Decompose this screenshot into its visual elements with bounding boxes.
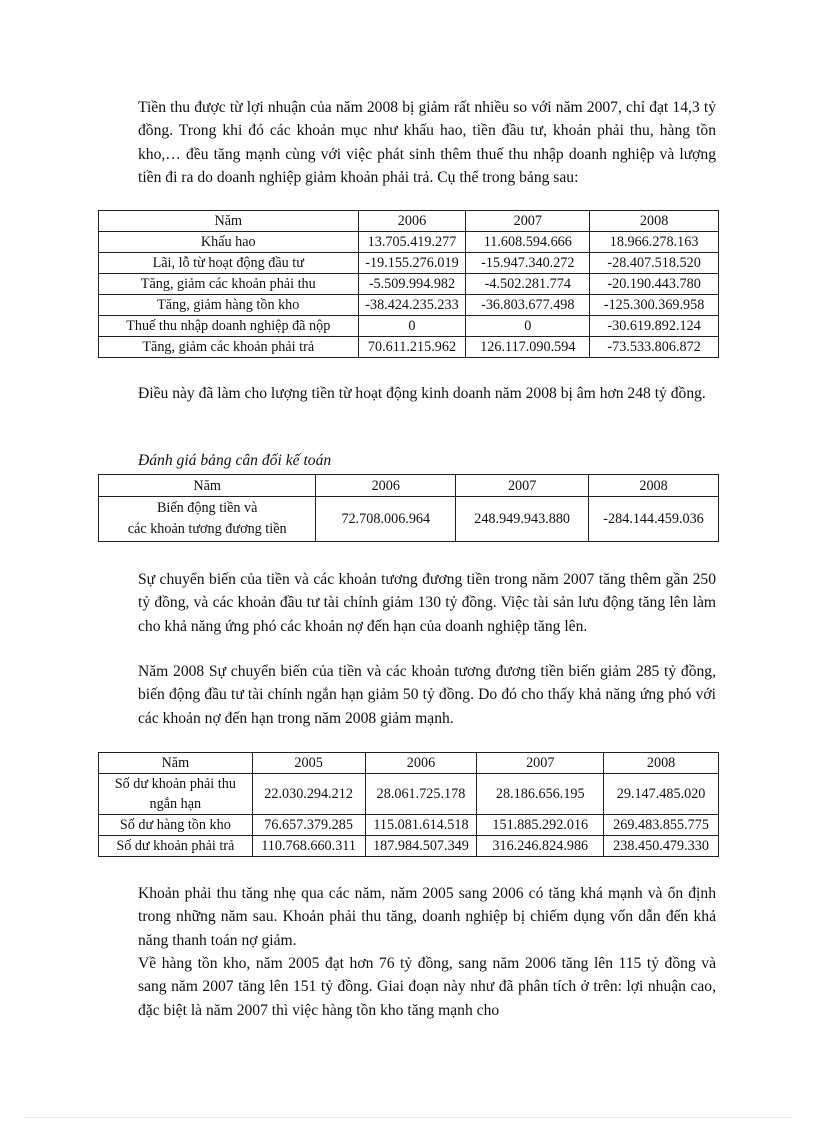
table-cell: 28.186.656.195 [477, 774, 604, 815]
header-cell: Năm [99, 475, 316, 497]
row-label-line: Biến động tiền và [156, 500, 258, 516]
table-cell: -15.947.340.272 [466, 253, 590, 274]
table-cell: -73.533.806.872 [590, 337, 719, 358]
paragraph-cash-from-profit: Tiền thu được từ lợi nhuận của năm 2008 bị giảm rất nhiều so với năm 2007, chỉ đạt 14,3 tỷ đồng. Trong khi đó các khoản mục như khấu hao, tiền đầu tư, khoản phải thu, hàng tồn kho,… đều tăng mạnh cùng với việc phát sinh thêm thuế thu nhập doanh nghiệp và lượng tiền đi ra do doanh nghiệp giảm khoản phải trả. Cụ thể trong bảng sau: [138, 99, 716, 187]
table-header-row [99, 475, 719, 497]
table-cell: 70.611.215.962 [358, 337, 466, 358]
paragraph-inventory: Về hàng tồn kho, năm 2005 đạt hơn 76 tỷ đồng, sang năm 2006 tăng lên 115 tỷ đồng và sang năm 2007 tăng lên 151 tỷ đồng. Giai đoạn này như đã phân tích ở trên: lợi nhuận cao, đặc biệt là năm 2007 thì việc hàng tồn kho tăng mạnh cho [138, 955, 716, 1019]
row-label-line: Số dư khoản phải thu [114, 776, 236, 792]
cash-flow-table [98, 210, 719, 358]
header-cell: 2008 [604, 753, 719, 774]
table-cell: -28.407.518.520 [590, 253, 719, 274]
header-cell: Năm [99, 211, 359, 232]
table-cell: -284.144.459.036 [589, 497, 719, 542]
table-cell: 0 [358, 316, 466, 337]
header-cell: 2008 [589, 475, 719, 497]
row-label [99, 774, 253, 815]
header-cell: 2006 [365, 753, 477, 774]
table-row [99, 337, 719, 358]
row-label: Số dư khoản phải trả [99, 836, 253, 857]
table-cell: 0 [466, 316, 590, 337]
table-cell: -20.190.443.780 [590, 274, 719, 295]
table-cell: -36.803.677.498 [466, 295, 590, 316]
table-cell: -125.300.369.958 [590, 295, 719, 316]
header-cell: 2007 [477, 753, 604, 774]
table-row [99, 774, 719, 815]
paragraph-2007-change: Sự chuyển biến của tiền và các khoản tương đương tiền trong năm 2007 tăng thêm gần 250 tỷ đồng, và các khoản đầu tư tài chính giảm 130 tỷ đồng. Việc tài sản lưu động tăng lên làm cho khả năng ứng phó các khoản nợ đến hạn của doanh nghiệp tăng lên. [138, 571, 716, 635]
table-cell: 187.984.507.349 [365, 836, 477, 857]
table-cell: 28.061.725.178 [365, 774, 477, 815]
header-cell: 2008 [590, 211, 719, 232]
table-cell: 248.949.943.880 [456, 497, 589, 542]
table-header-row [99, 753, 719, 774]
table-header-row [99, 211, 719, 232]
table-row [99, 232, 719, 253]
table-row [99, 274, 719, 295]
table-cell: 238.450.479.330 [604, 836, 719, 857]
table-row [99, 253, 719, 274]
table-cell: 29.147.485.020 [604, 774, 719, 815]
header-cell: 2005 [252, 753, 365, 774]
table-cell: 72.708.006.964 [316, 497, 456, 542]
table-cell: 316.246.824.986 [477, 836, 604, 857]
row-label: Khấu hao [99, 232, 359, 253]
table-cell: 13.705.419.277 [358, 232, 466, 253]
paragraph-receivables: Khoản phải thu tăng nhẹ qua các năm, năm 2005 sang 2006 có tăng khá mạnh và ổn định trong những năm sau. Khoản phải thu tăng, doanh nghiệp bị chiếm dụng vốn dẫn đến khả năng thanh toán nợ giảm. [138, 885, 716, 949]
row-label-line: các khoản tương đương tiền [127, 521, 287, 537]
table-cell: -4.502.281.774 [466, 274, 590, 295]
row-label: Lãi, lỗ từ hoạt động đầu tư [99, 253, 359, 274]
paragraph-operating-cash-negative: Điều này đã làm cho lượng tiền từ hoạt động kinh doanh năm 2008 bị âm hơn 248 tỷ đồng. [138, 385, 706, 402]
row-label: Tăng, giảm các khoản phải trả [99, 337, 359, 358]
table-cell: -30.619.892.124 [590, 316, 719, 337]
header-cell: 2006 [316, 475, 456, 497]
row-label: Thuế thu nhập doanh nghiệp đã nộp [99, 316, 359, 337]
table-cell: 151.885.292.016 [477, 815, 604, 836]
table-cell: 18.966.278.163 [590, 232, 719, 253]
paragraph-2008-change: Năm 2008 Sự chuyển biến của tiền và các khoản tương đương tiền biến giảm 285 tỷ đồng, biến động đầu tư tài chính ngắn hạn giảm 50 tỷ đồng. Do đó cho thấy khả năng ứng phó với các khoản nợ đến hạn trong năm 2008 giảm mạnh. [138, 663, 716, 727]
row-label: Tăng, giảm các khoản phải thu [99, 274, 359, 295]
table-cell: -19.155.276.019 [358, 253, 466, 274]
table-row [99, 815, 719, 836]
cash-equivalents-table [98, 474, 719, 542]
table-cell: 269.483.855.775 [604, 815, 719, 836]
table-row [99, 836, 719, 857]
row-label: Số dư hàng tồn kho [99, 815, 253, 836]
balances-table [98, 752, 719, 857]
table-cell: 126.117.090.594 [466, 337, 590, 358]
table-cell: -5.509.994.982 [358, 274, 466, 295]
table-row [99, 497, 719, 542]
header-cell: 2007 [456, 475, 589, 497]
row-label: Tăng, giảm hàng tồn kho [99, 295, 359, 316]
header-cell: 2007 [466, 211, 590, 232]
header-cell: Năm [99, 753, 253, 774]
table-cell: 115.081.614.518 [365, 815, 477, 836]
row-label [99, 497, 316, 542]
table-row [99, 295, 719, 316]
table-cell: 22.030.294.212 [252, 774, 365, 815]
header-cell: 2006 [358, 211, 466, 232]
page-footer-divider [24, 1117, 792, 1118]
row-label-line: ngắn hạn [149, 796, 202, 812]
table-row [99, 316, 719, 337]
table-cell: -38.424.235.233 [358, 295, 466, 316]
table-cell: 76.657.379.285 [252, 815, 365, 836]
table-cell: 110.768.660.311 [252, 836, 365, 857]
section-heading: Đánh giá bảng cân đối kế toán [138, 452, 332, 469]
table-cell: 11.608.594.666 [466, 232, 590, 253]
